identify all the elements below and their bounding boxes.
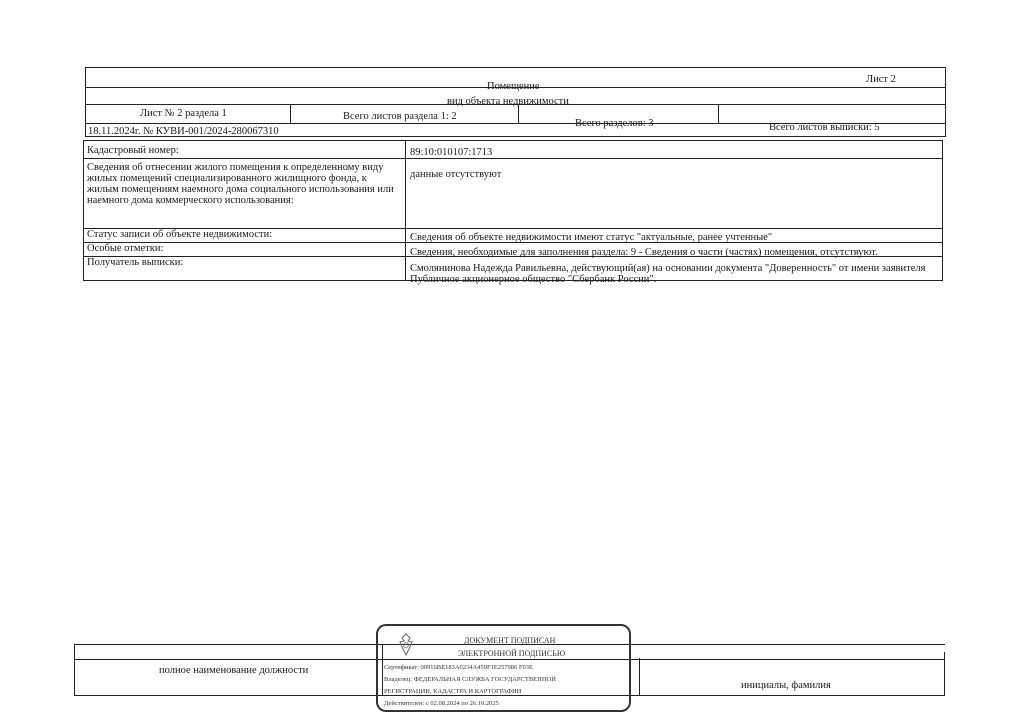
stamp-owner-2: РЕГИСТРАЦИИ, КАДАСТРА И КАРТОГРАФИИ <box>384 688 522 695</box>
row-label-recipient: Получатель выписки: <box>87 257 184 268</box>
row-label-cadastral: Кадастровый номер: <box>87 145 179 156</box>
position-label: полное наименование должности <box>159 665 309 676</box>
object-kind: вид объекта недвижимости <box>447 96 569 107</box>
sheet-number: Лист 2 <box>866 74 896 85</box>
row-label-special-marks: Особые отметки: <box>87 243 164 254</box>
stamp-line2: ЭЛЕКТРОННОЙ ПОДПИСЬЮ <box>458 649 566 658</box>
row-value-cadastral: 89:10:010107:1713 <box>410 147 493 158</box>
row-label-specialized-fund: Сведения об отнесении жилого помещения к определенному виду жилых помещений специализированного жилищного фонда, к жилым помещениям наемного дома социального использования или наемного дома коммерческого использования: <box>87 162 394 206</box>
name-label: инициалы, фамилия <box>741 680 831 691</box>
row-value-specialized-fund: данные отсутствуют <box>410 169 502 180</box>
row-value-recipient: Смолянинова Надежда Равильевна, действующий(ая) на основании документа "Доверенность" от имени заявителя Публичное акционерное общество "Сбербанк России". <box>410 263 926 285</box>
sheets-total: Всего листов выписки: 5 <box>769 122 880 133</box>
emblem-icon <box>394 632 418 658</box>
sheet-of-section: Лист № 2 раздела 1 <box>140 108 227 119</box>
row-value-special-marks: Сведения, необходимые для заполнения раздела: 9 - Сведения о части (частях) помещения, отсутствуют. <box>410 247 878 258</box>
date-number: 18.11.2024г. № КУВИ-001/2024-280067310 <box>88 126 279 137</box>
row-label-status: Статус записи об объекте недвижимости: <box>87 229 273 240</box>
row-value-status: Сведения об объекте недвижимости имеют статус "актуальные, ранее учтенные" <box>410 232 773 243</box>
stamp-cert: Сертификат: 00916ВЕ183А0234А459F1Е257986 F03Е <box>384 664 534 671</box>
stamp-valid: Действителен: с 02.08.2024 по 26.10.2025 <box>384 700 499 707</box>
stamp-owner-1: Владелец: ФЕДЕРАЛЬНАЯ СЛУЖБА ГОСУДАРСТВЕННОЙ <box>384 676 556 683</box>
sections-total: Всего разделов: 3 <box>575 118 654 129</box>
stamp-line1: ДОКУМЕНТ ПОДПИСАН <box>464 636 556 645</box>
object-title: Помещение <box>487 81 540 92</box>
sheets-in-section: Всего листов раздела 1: 2 <box>343 111 457 122</box>
e-signature-stamp <box>376 624 631 712</box>
